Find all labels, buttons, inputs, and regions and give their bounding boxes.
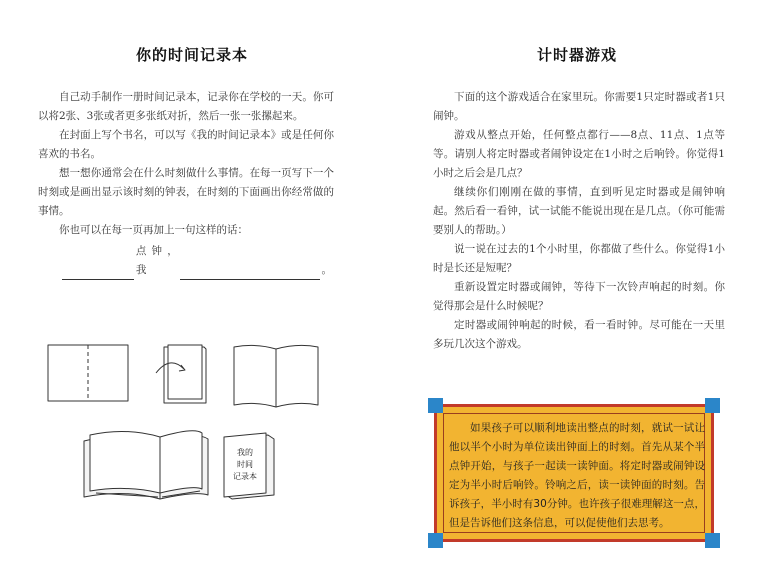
left-paragraph-3: 想一想你通常会在什么时刻做什么事情。在每一页写下一个时刻或是画出显示该时刻的钟表，在时刻的下面画出你经常做的事情。 (38, 167, 334, 217)
flat-sheet-icon (48, 345, 128, 401)
fill-in-sentence (38, 242, 334, 280)
left-page-title: 你的时间记录本 (135, 46, 248, 64)
right-page-body (433, 88, 725, 354)
book-making-illustration (0, 335, 384, 505)
corner-square-icon (705, 533, 720, 548)
fill-in-end: 。 (321, 264, 332, 276)
right-paragraph-2: 游戏从整点开始，任何整点都行——8点、11点、1点等等。请别人将定时器或者闹钟设定在1小时之后响铃。你觉得1小时之后会是几点？ (433, 129, 725, 179)
corner-square-icon (428, 533, 443, 548)
left-page-body (38, 88, 334, 280)
open-book-icon (234, 345, 318, 407)
fill-in-blank-2 (180, 268, 320, 280)
left-paragraph-4: 你也可以在每一页再加上一句这样的话： (59, 224, 248, 236)
corner-square-icon (705, 398, 720, 413)
corner-square-icon (428, 398, 443, 413)
tip-text: 如果孩子可以顺利地读出整点的时刻，就试一试让他以半个小时为单位读出钟面上的时刻。首先从某个半点钟开始，与孩子一起读一读钟面。将定时器或闹钟设定为半小时后响铃。铃响之后，读一读钟面的时刻。告诉孩子，半小时有30分钟。也许孩子很难理解这一点，但是告诉他们这条信息，可以促使他们去思考。 (449, 422, 705, 529)
left-paragraph-2: 在封面上写个书名，可以写《我的时间记录本》或是任何你喜欢的书名。 (38, 129, 334, 160)
left-page (0, 0, 384, 580)
right-page-title: 计时器游戏 (536, 46, 617, 64)
book-cover-line-2: 时间 (237, 460, 253, 469)
right-paragraph-3: 继续你们刚刚在做的事情，直到听见定时器或是闹钟响起。然后看一看钟，试一试能不能说出现在是几点。（你可能需要别人的帮助。） (433, 186, 725, 236)
fill-in-text: 点钟，我 (135, 245, 178, 276)
right-paragraph-5: 重新设置定时器或闹钟，等待下一次铃声响起的时刻。你觉得那会是什么时候呢？ (433, 281, 725, 312)
parent-tip-box (434, 404, 714, 542)
right-paragraph-6: 定时器或闹钟响起的时候，看一看时钟。尽可能在一天里多玩几次这个游戏。 (433, 319, 725, 350)
left-paragraph-1: 自己动手制作一册时间记录本，记录你在学校的一天。你可以将2张、3张或者更多张纸对折，然后一张一张摞起来。 (38, 91, 334, 122)
right-paragraph-1: 下面的这个游戏适合在家里玩。你需要1只定时器或者1只闹钟。 (433, 91, 725, 122)
book-cover-line-3: 记录本 (233, 472, 257, 481)
right-paragraph-4: 说一说在过去的1个小时里，你都做了些什么。你觉得1小时是长还是短呢？ (433, 243, 725, 274)
fill-in-blank-1 (62, 268, 134, 280)
stacked-book-icon (84, 431, 208, 499)
folded-sheet-icon (156, 345, 206, 403)
right-page (385, 0, 769, 580)
book-cover-line-1: 我的 (237, 448, 253, 457)
